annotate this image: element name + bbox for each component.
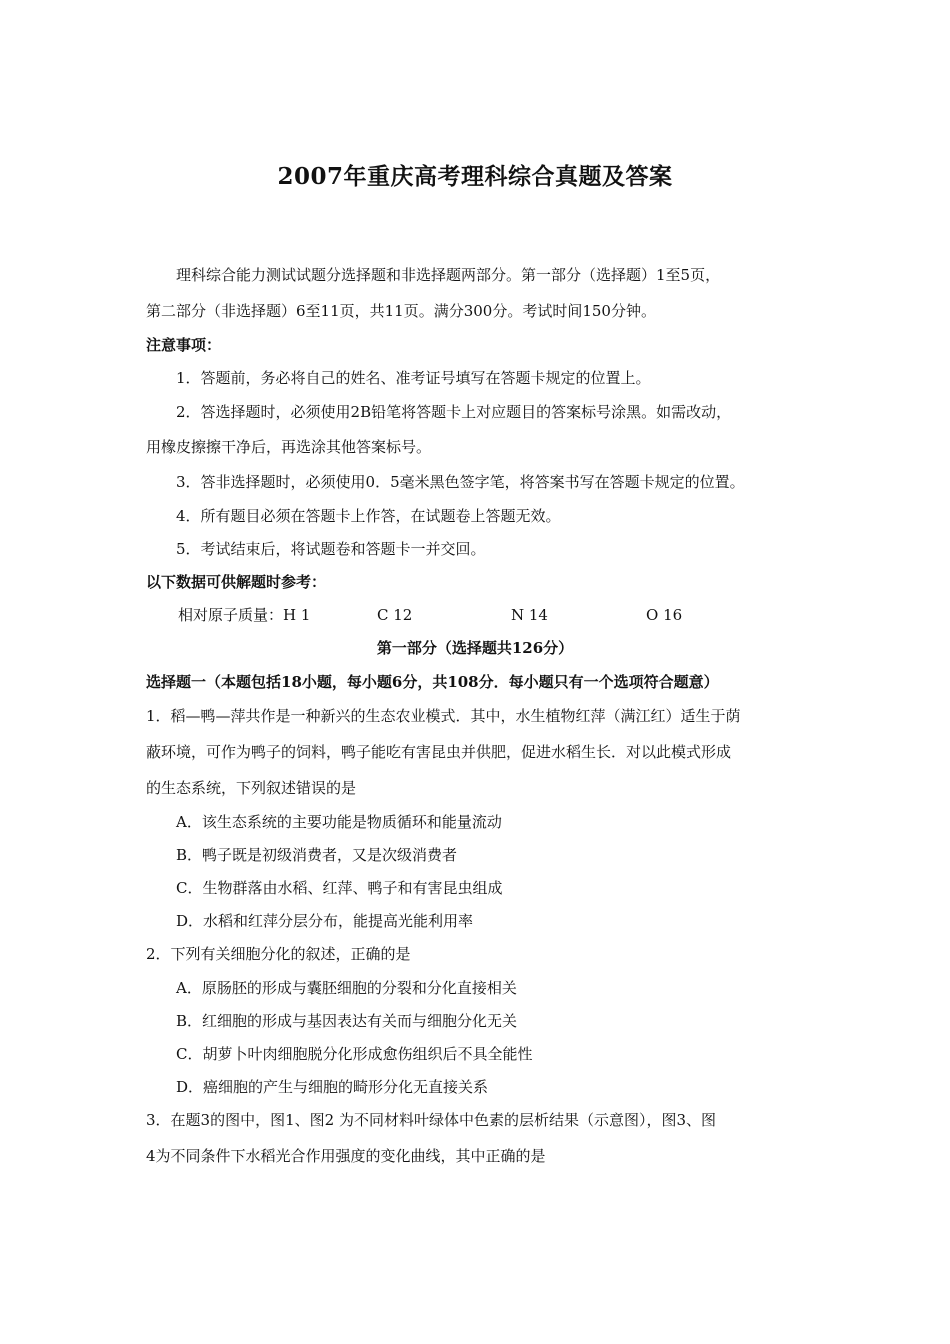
part1-heading: 第一部分（选择题共126分）	[376, 639, 574, 657]
notice-item-5: 5．考试结束后，将试题卷和答题卡一并交回。	[176, 540, 486, 558]
notice-heading: 注意事项：	[146, 336, 222, 354]
q3-stem-line-1: 3．在题3的图中，图1、图2 为不同材料叶绿体中色素的层析结果（示意图），图3、图	[146, 1111, 716, 1129]
q1-option-d: D．水稻和红萍分层分布，能提高光能利用率	[176, 912, 474, 930]
atomic-mass-n: N 14	[511, 606, 548, 624]
section-heading: 选择题一（本题包括18小题，每小题6分，共108分．每小题只有一个选项符合题意）	[146, 673, 719, 691]
q2-stem: 2．下列有关细胞分化的叙述，正确的是	[146, 945, 411, 963]
q2-option-c: C．胡萝卜叶肉细胞脱分化形成愈伤组织后不具全能性	[176, 1045, 533, 1063]
q1-stem-line-2: 蔽环境，可作为鸭子的饲料，鸭子能吃有害昆虫并供肥，促进水稻生长．对以此模式形成	[146, 743, 732, 761]
intro-line-2: 第二部分（非选择题）6至11页，共11页。满分300分。考试时间150分钟。	[146, 302, 656, 320]
q2-option-a: A．原肠胚的形成与囊胚细胞的分裂和分化直接相关	[176, 979, 517, 997]
q1-stem-line-1: 1．稻—鸭—萍共作是一种新兴的生态农业模式．其中，水生植物红萍（满江红）适生于荫	[146, 707, 741, 725]
reference-heading: 以下数据可供解题时参考：	[146, 573, 327, 591]
intro-line-1: 理科综合能力测试试题分选择题和非选择题两部分。第一部分（选择题）1至5页，	[176, 266, 721, 284]
atomic-mass-o: O 16	[646, 606, 683, 624]
q1-option-c: C．生物群落由水稻、红萍、鸭子和有害昆虫组成	[176, 879, 503, 897]
atomic-mass-c: C 12	[377, 606, 413, 624]
notice-item-4: 4．所有题目必须在答题卡上作答，在试题卷上答题无效。	[176, 507, 561, 525]
q1-stem-line-3: 的生态系统，下列叙述错误的是	[146, 779, 357, 797]
q2-option-b: B．红细胞的形成与基因表达有关而与细胞分化无关	[176, 1012, 518, 1030]
q3-stem-line-2: 4为不同条件下水稻光合作用强度的变化曲线，其中正确的是	[146, 1147, 546, 1165]
atomic-mass-label: 相对原子质量：H 1	[178, 606, 311, 624]
q1-option-a: A．该生态系统的主要功能是物质循环和能量流动	[176, 813, 502, 831]
notice-item-2: 2．答选择题时，必须使用2B铅笔将答题卡上对应题目的答案标号涂黑。如需改动，	[176, 403, 732, 421]
q1-option-b: B．鸭子既是初级消费者，又是次级消费者	[176, 846, 458, 864]
page-title: 2007年重庆高考理科综合真题及答案	[277, 163, 673, 190]
notice-item-3: 3．答非选择题时，必须使用0．5毫米黑色签字笔，将答案书写在答题卡规定的位置。	[176, 473, 745, 491]
notice-item-2-cont: 用橡皮擦擦干净后，再选涂其他答案标号。	[146, 438, 432, 456]
q2-option-d: D．癌细胞的产生与细胞的畸形分化无直接关系	[176, 1078, 489, 1096]
notice-item-1: 1．答题前，务必将自己的姓名、准考证号填写在答题卡规定的位置上。	[176, 369, 651, 387]
